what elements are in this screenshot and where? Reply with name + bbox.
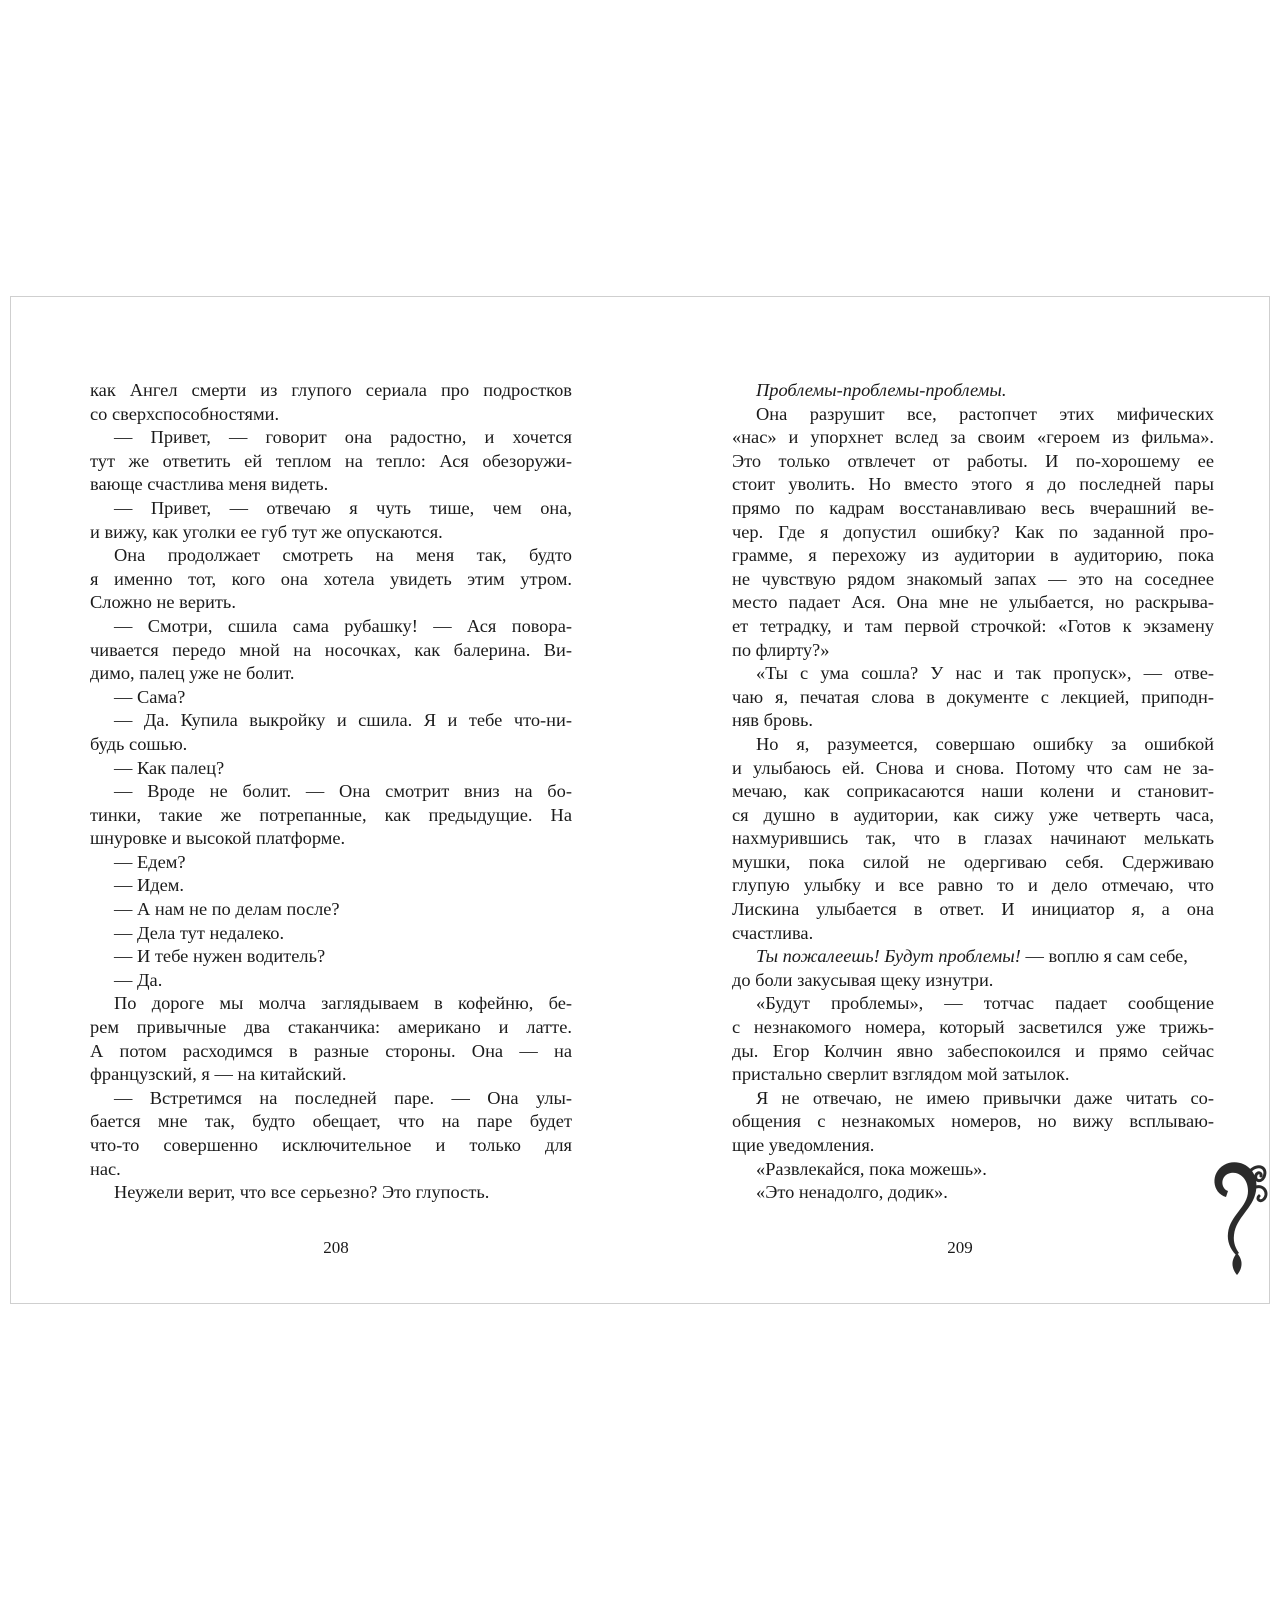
page-number-right: 209: [947, 1238, 973, 1257]
book-spread: [10, 296, 1270, 1304]
text-line: Но я, разумеется, совершаю ошибку за ошибкой: [756, 733, 1214, 754]
text-line: — Привет, — говорит она радостно, и хочется: [114, 427, 572, 448]
text-line: — Сама?: [114, 686, 186, 707]
text-line: будь сошью.: [90, 733, 188, 754]
text-line: грамме, я перехожу из аудитории в аудиторию, пока: [732, 545, 1214, 566]
text-line: — Как палец?: [114, 757, 225, 778]
text-line: не чувствую рядом знакомый запах — это на соседнее: [732, 568, 1214, 589]
text-line: — Дела тут недалеко.: [114, 922, 285, 943]
left-page-text: [90, 379, 572, 1205]
text-line: стоит уволить. Но вместо этого я до последней пары: [732, 474, 1214, 495]
text-line: — Да.: [114, 969, 163, 990]
text-line: со сверхспособностями.: [90, 403, 280, 424]
text-line: шнуровке и высокой платформе.: [90, 828, 346, 849]
left-page: [11, 297, 641, 1303]
text-line: Сложно не верить.: [90, 592, 236, 613]
text-line: Неужели верит, что все серьезно? Это глупость.: [114, 1182, 490, 1203]
text-line: «Будут проблемы», — тотчас падает сообщение: [756, 993, 1214, 1014]
text-line: до боли закусывая щеку изнутри.: [732, 969, 994, 990]
text-line: чивается передо мной на носочках, как балерина. Ви-: [90, 639, 572, 660]
text-line: с незнакомого номера, который засветился уже трижь-: [732, 1017, 1214, 1038]
text-line: Она продолжает смотреть на меня так, будто: [114, 545, 572, 566]
text-line: общения с незнакомых номеров, но вижу всплываю-: [732, 1111, 1214, 1132]
text-line: как Ангел смерти из глупого сериала про подростков: [90, 380, 572, 400]
text-line: пристально сверлит взглядом мой затылок.: [732, 1064, 1070, 1085]
text-line: французский, я — на китайский.: [90, 1064, 347, 1085]
text-line: нас.: [90, 1158, 121, 1179]
text-line: по флирту?»: [732, 639, 830, 660]
text-line: чаю я, печатая слова в документе с лекцией, приподн-: [732, 686, 1214, 707]
text-line-mixed: [732, 945, 1214, 969]
text-line: место падает Ася. Она мне не улыбается, но раскрыва-: [732, 592, 1214, 613]
text-line: бается мне так, будто обещает, что на паре будет: [90, 1111, 572, 1132]
page-number-left: 208: [323, 1238, 349, 1257]
text-line: Проблемы-проблемы-проблемы.: [756, 380, 1007, 400]
text-line: — Смотри, сшила сама рубашку! — Ася повора-: [114, 615, 572, 636]
text-line: тинки, такие же потрепанные, как предыдущие. На: [90, 804, 572, 825]
text-line: нахмурившись так, что в глазах начинают мелькать: [732, 828, 1214, 849]
italic-thought: Ты пожалеешь! Будут проблемы!: [756, 946, 1021, 967]
text-line: прямо по кадрам восстанавливаю весь вчерашний ве-: [732, 497, 1214, 518]
text-line: счастлива.: [732, 922, 814, 943]
text-line: Лискина улыбается в ответ. И инициатор я, а она: [732, 899, 1214, 920]
text-line: Это только отвлечет от работы. И по-хорошему ее: [732, 450, 1214, 471]
text-line: щие уведомления.: [732, 1135, 875, 1155]
text-line: ет тетрадку, и там первой строчкой: «Готов к экзамену: [732, 615, 1214, 636]
right-page-text: [732, 379, 1214, 1205]
text-line: и вижу, как уголки ее губ тут же опускаются.: [90, 521, 443, 542]
text-line: я именно тот, кого она хотела увидеть этим утром.: [90, 568, 572, 589]
text-line: «нас» и упорхнет вслед за своим «героем из фильма».: [732, 427, 1214, 448]
text-line: ды. Егор Колчин явно забеспокоился и прямо сейчас: [732, 1040, 1214, 1061]
text-line: — Идем.: [114, 875, 185, 896]
text-line: няв бровь.: [732, 710, 813, 731]
text-line: — Привет, — отвечаю я чуть тише, чем она,: [114, 497, 572, 518]
text-line: «Ты с ума сошла? У нас и так пропуск», — отве-: [756, 663, 1214, 684]
text-fragment: — воплю я сам себе,: [1020, 946, 1188, 967]
text-line: — Вроде не болит. — Она смотрит вниз на бо-: [114, 781, 572, 802]
text-line: глупую улыбку и все равно то и дело отмечаю, что: [732, 875, 1214, 896]
text-line: тут же ответить ей теплом на тепло: Ася обезоружи-: [90, 450, 572, 471]
text-line: и улыбаюсь ей. Снова и снова. Потому что сам не за-: [732, 757, 1214, 778]
text-line: Я не отвечаю, не имею привычки даже читать со-: [756, 1087, 1214, 1108]
text-line: — Едем?: [114, 851, 186, 872]
text-line: — Да. Купила выкройку и сшила. Я и тебе что-ни-: [114, 710, 572, 731]
text-line: По дороге мы молча заглядываем в кофейню, бе-: [114, 993, 572, 1014]
text-line: димо, палец уже не болит.: [90, 663, 295, 684]
text-line: мушки, пока силой не одергиваю себя. Сдерживаю: [732, 851, 1214, 872]
text-line: «Это ненадолго, додик».: [756, 1182, 948, 1203]
right-page: [641, 297, 1271, 1303]
text-line: мечаю, как соприкасаются наши колени и становит-: [732, 781, 1214, 802]
text-line: Она разрушит все, растопчет этих мифических: [756, 403, 1214, 424]
decorative-flourish-icon: [1206, 1157, 1270, 1277]
text-line: — И тебе нужен водитель?: [114, 946, 326, 967]
text-line: — Встретимся на последней паре. — Она улы-: [114, 1087, 572, 1108]
text-line: чер. Где я допустил ошибку? Как по заданной про-: [732, 521, 1214, 542]
text-line: рем привычные два стаканчика: американо и латте.: [90, 1017, 572, 1038]
text-line: «Развлекайся, пока можешь».: [756, 1158, 987, 1179]
text-line: ся душно в аудитории, как сижу уже четверть часа,: [732, 804, 1214, 825]
text-line: что-то совершенно исключительное и только для: [90, 1135, 572, 1155]
text-line: А потом расходимся в разные стороны. Она — на: [90, 1040, 572, 1061]
text-line: вающе счастлива меня видеть.: [90, 474, 329, 495]
text-line: — А нам не по делам после?: [114, 899, 340, 920]
